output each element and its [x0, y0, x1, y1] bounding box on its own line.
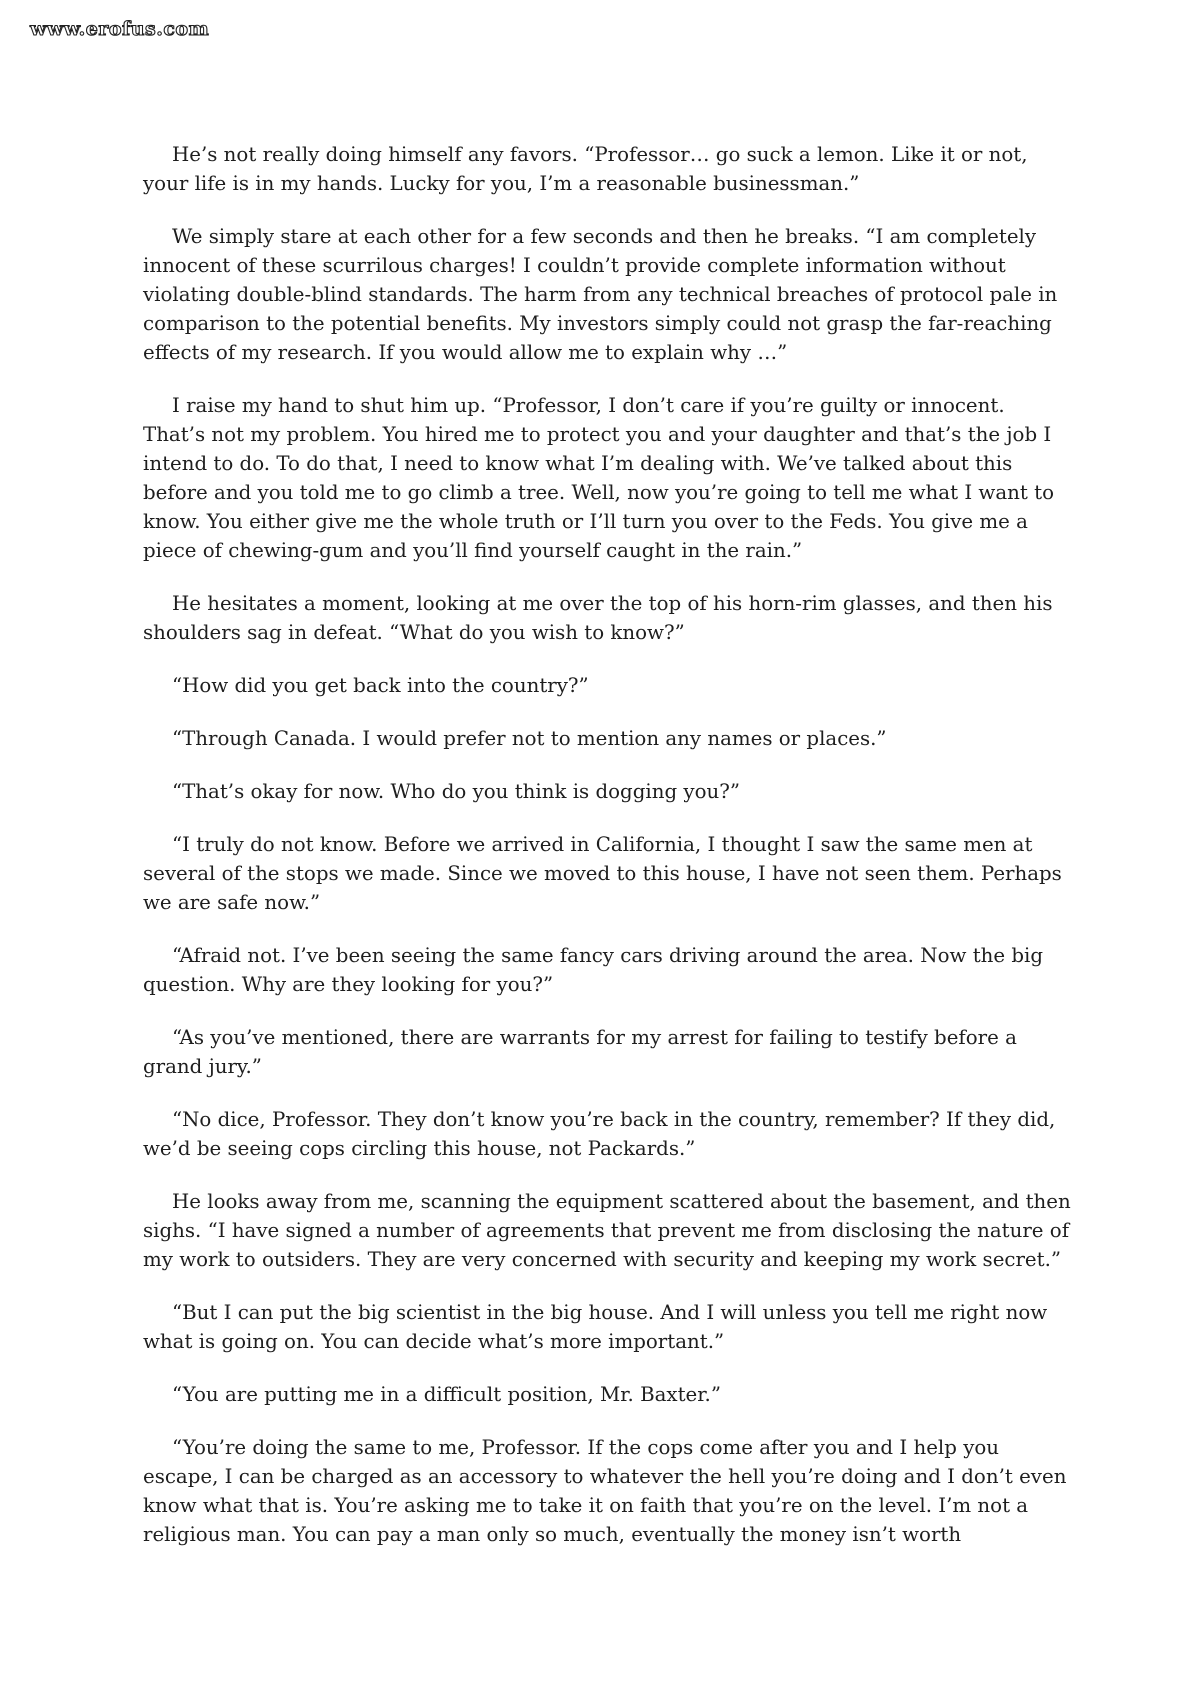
paragraph: I raise my hand to shut him up. “Professor, I don’t care if you’re guilty or innocent. That’s not my problem. You hired me to protect you and your daughter and that’s the job I intend to do. To do that, I need to know what I’m dealing with. We’ve talked about this before and you told me to go climb a tree. Well, now you’re going to tell me what I want to know. You either give me the whole truth or I’ll turn you over to the Feds. You give me a piece of chewing-gum and you’ll find yourself caught in the rain.” — [143, 394, 1054, 562]
paragraph: “Through Canada. I would prefer not to mention any names or places.” — [172, 727, 887, 750]
paragraph: “You’re doing the same to me, Professor. If the cops come after you and I help you escape, I can be charged as an accessory to whatever the hell you’re doing and I don’t even know what that is. You’re asking me to take it on faith that you’re on the level. I’m not a religious man. You can pay a man only so much, eventually the money isn’t worth — [143, 1436, 1067, 1546]
book-page-text — [143, 140, 1071, 1549]
paragraph: He looks away from me, scanning the equipment scattered about the basement, and then sighs. “I have signed a number of agreements that prevent me from disclosing the nature of my work to outsiders. They are very concerned with security and keeping my work secret.” — [143, 1190, 1071, 1271]
paragraph: “I truly do not know. Before we arrived in California, I thought I saw the same men at several of the stops we made. Since we moved to this house, I have not seen them. Perhaps we are safe now.” — [143, 833, 1062, 914]
paragraph: “How did you get back into the country?” — [172, 674, 589, 697]
paragraph: “No dice, Professor. They don’t know you’re back in the country, remember? If they did, we’d be seeing cops circling this house, not Packards.” — [143, 1108, 1056, 1160]
paragraph: “But I can put the big scientist in the big house. And I will unless you tell me right now what is going on. You can decide what’s more important.” — [143, 1301, 1048, 1353]
paragraph: “As you’ve mentioned, there are warrants for my arrest for failing to testify before a grand jury.” — [143, 1026, 1017, 1078]
paragraph: He’s not really doing himself any favors. “Professor… go suck a lemon. Like it or not, your life is in my hands. Lucky for you, I’m a reasonable businessman.” — [143, 143, 1028, 195]
paragraph: “Afraid not. I’ve been seeing the same fancy cars driving around the area. Now the big question. Why are they looking for you?” — [143, 944, 1044, 996]
site-watermark: www.erofus.com — [30, 18, 210, 40]
paragraph: We simply stare at each other for a few seconds and then he breaks. “I am completely innocent of these scurrilous charges! I couldn’t provide complete information without violating double-blind standards. The harm from any technical breaches of protocol pale in comparison to the potential benefits. My investors simply could not grasp the far-reaching effects of my research. If you would allow me to explain why …” — [143, 225, 1058, 364]
paragraph: “You are putting me in a difficult position, Mr. Baxter.” — [172, 1383, 721, 1406]
paragraph: He hesitates a moment, looking at me over the top of his horn-rim glasses, and then his shoulders sag in defeat. “What do you wish to know?” — [143, 592, 1053, 644]
paragraph: “That’s okay for now. Who do you think is dogging you?” — [172, 780, 740, 803]
